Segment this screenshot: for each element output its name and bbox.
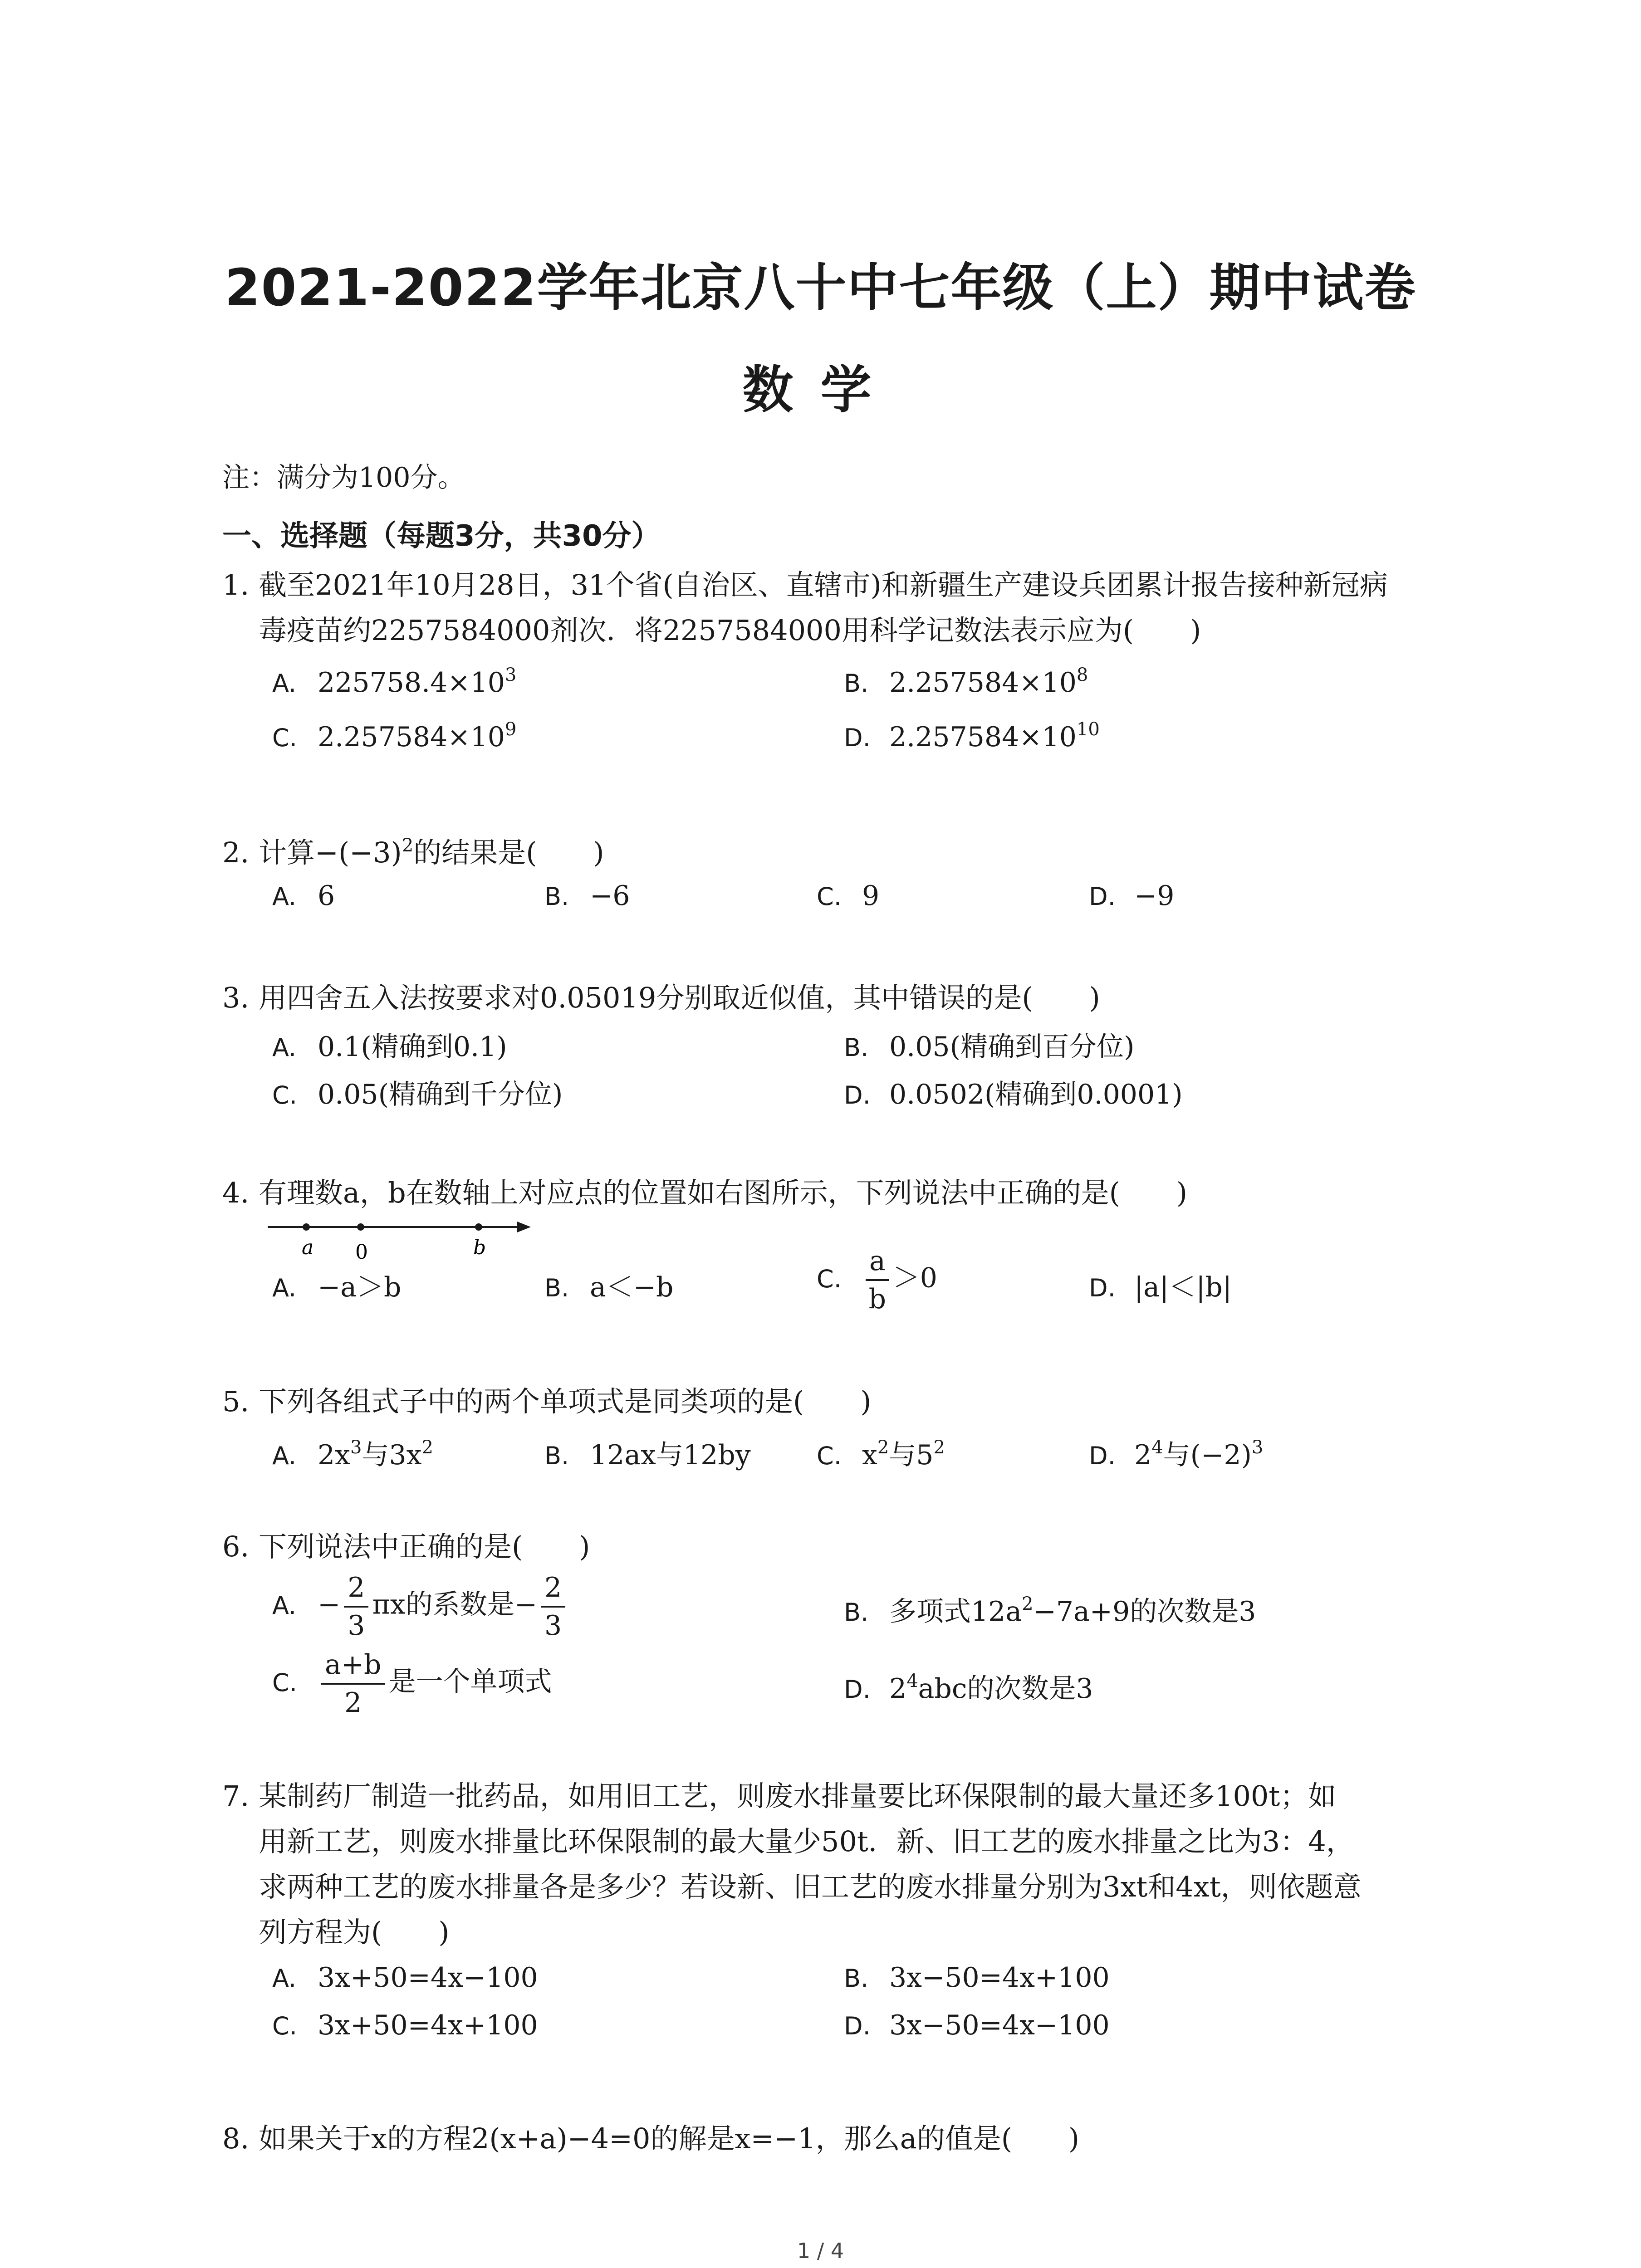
question-number: 4.	[222, 1176, 250, 1209]
question-3: 3. 用四舍五入法按要求对0.05019分别取近似值，其中错误的是( )	[222, 975, 1100, 1021]
option-c[interactable]: C. 3x+50=4x+100	[272, 2009, 538, 2041]
arrow-icon	[517, 1222, 531, 1232]
fraction: $\frac{2}{3}$	[541, 1569, 565, 1644]
option-a[interactable]: A. − $\frac{2}{3}$ πx的系数是− $\frac{2}{3}$	[272, 1569, 569, 1644]
option-c[interactable]: C. $x^2$与$5^2$	[817, 1437, 945, 1471]
score-note: 注：满分为100分。	[222, 462, 465, 494]
point-b	[475, 1223, 482, 1231]
option-b[interactable]: B. a＜−b	[544, 1271, 674, 1303]
option-b[interactable]: B. 12ax与12by	[544, 1439, 751, 1471]
question-7: 7. 某制药厂制造一批药品，如用旧工艺，则废水排量要比环保限制的最大量还多100t；如	[222, 1774, 1336, 1819]
question-number: 5.	[222, 1385, 250, 1418]
question-number: 8.	[222, 2122, 250, 2155]
question-2: 2. 计算$-(-3)^2$的结果是( )	[222, 830, 604, 875]
point-a	[303, 1223, 310, 1231]
section-heading: 一、选择题（每题3分，共30分）	[222, 519, 661, 553]
fraction: $\frac{a+b}{2}$	[321, 1647, 385, 1721]
question-text-continued: 用新工艺，则废水排量比环保限制的最大量少50t．新、旧工艺的废水排量之比为3：4，	[259, 1825, 1354, 1858]
option-b[interactable]: B. 3x−50=4x+100	[844, 1962, 1110, 1994]
option-d[interactable]: D. 3x−50=4x−100	[844, 2009, 1110, 2041]
question-text-continued: 求两种工艺的废水排量各是多少？若设新、旧工艺的废水排量分别为3xt和4xt，则依题意	[259, 1870, 1362, 1903]
question-number: 7.	[222, 1779, 250, 1813]
question-1	[222, 562, 1388, 608]
option-a[interactable]: A. −a＞b	[272, 1271, 402, 1303]
option-a[interactable]: A. 3x+50=4x−100	[272, 1962, 538, 1994]
page-title: 2021-2022学年北京八十中七年级（上）期中试卷	[225, 259, 1416, 318]
option-b[interactable]: B. 多项式$12a^2-7a+9$的次数是3	[844, 1593, 1256, 1628]
option-d[interactable]: D. 0.0502(精确到0.0001)	[844, 1079, 1183, 1110]
option-c[interactable]: C. $\frac{a}{b}$ ＞0	[817, 1243, 937, 1317]
option-a[interactable]: A. $225758.4\times 10^3$	[272, 665, 517, 699]
page-number: 1 / 4	[797, 2239, 844, 2263]
option-d[interactable]: D. $2^4abc$的次数是3	[844, 1671, 1093, 1705]
subject-title: 数学	[742, 361, 899, 420]
question-number: 3.	[222, 981, 250, 1014]
option-d[interactable]: D. −9	[1089, 880, 1175, 912]
question-number: 2.	[222, 836, 250, 869]
option-a[interactable]: A. 0.1(精确到0.1)	[272, 1031, 507, 1063]
question-number: 1.	[222, 568, 250, 601]
fraction: $\frac{a}{b}$	[866, 1243, 889, 1317]
fraction: $\frac{2}{3}$	[344, 1569, 368, 1644]
option-b[interactable]: B. $2.257584\times 10^8$	[844, 665, 1088, 699]
option-b[interactable]: B. 0.05(精确到百分位)	[844, 1031, 1135, 1063]
label-b: b	[473, 1236, 486, 1259]
question-8: 8. 如果关于x的方程2(x+a)−4=0的解是x=−1，那么a的值是( )	[222, 2116, 1079, 2161]
option-a[interactable]: A. $2x^3$与$3x^2$	[272, 1437, 433, 1471]
option-c[interactable]: C. 9	[817, 880, 880, 912]
option-d[interactable]: D. $2.257584\times 10^{10}$	[844, 719, 1100, 753]
number-line-figure	[268, 1216, 540, 1266]
option-d[interactable]: D. $2^4$与$(-2)^3$	[1089, 1437, 1264, 1471]
question-text-continued: 列方程为( )	[259, 1916, 450, 1949]
option-c[interactable]: C. 0.05(精确到千分位)	[272, 1079, 563, 1110]
question-5: 5. 下列各组式子中的两个单项式是同类项的是( )	[222, 1379, 871, 1424]
question-text: 截至2021年10月28日，31个省(自治区、直辖市)和新疆生产建设兵团累计报告接种新冠病	[259, 568, 1388, 601]
option-c[interactable]: C. $2.257584\times 10^9$	[272, 719, 517, 753]
option-c[interactable]: C. $\frac{a+b}{2}$ 是一个单项式	[272, 1647, 552, 1721]
point-zero	[357, 1223, 364, 1231]
label-a: a	[302, 1236, 314, 1259]
option-a[interactable]: A. 6	[272, 880, 335, 912]
label-zero: 0	[355, 1241, 368, 1264]
option-b[interactable]: B. −6	[544, 880, 630, 912]
question-number: 6.	[222, 1530, 250, 1563]
question-6: 6. 下列说法中正确的是( )	[222, 1524, 590, 1569]
question-text-continued: 毒疫苗约2257584000剂次．将2257584000用科学记数法表示应为( )	[259, 614, 1201, 647]
option-d[interactable]: D. |a|＜|b|	[1089, 1271, 1232, 1303]
question-4: 4. 有理数a，b在数轴上对应点的位置如右图所示，下列说法中正确的是( )	[222, 1170, 1187, 1216]
